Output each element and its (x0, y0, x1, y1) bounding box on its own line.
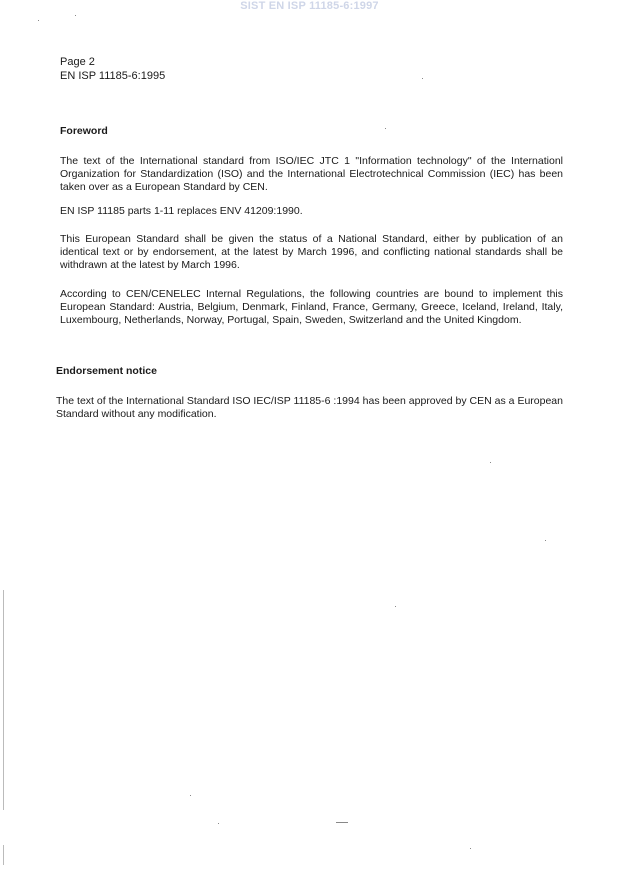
scan-speck (38, 20, 39, 21)
scan-speck (190, 795, 191, 796)
scan-speck (545, 540, 546, 541)
foreword-paragraph-4: According to CEN/CENELEC Internal Regulations, the following countries are bound to implement this European Standard: Austria, Belgium, Denmark, Finland, France, Germany, Greece, Iceland, Ireland, Italy, Luxembourg, Netherlands, Norway, Portugal, Spain, Sweden, Switzerland and the United Kingdom. (60, 288, 563, 326)
foreword-paragraph-2: EN ISP 11185 parts 1-11 replaces ENV 41209:1990. (60, 205, 303, 217)
page-number: Page 2 (60, 56, 95, 68)
scan-speck (470, 848, 471, 849)
endorsement-heading: Endorsement notice (56, 365, 157, 377)
scan-margin-line (3, 845, 4, 865)
scan-speck (336, 822, 348, 823)
scan-speck (218, 823, 219, 824)
watermark-text: SIST EN ISP 11185-6:1997 (240, 0, 379, 12)
standard-id: EN ISP 11185-6:1995 (60, 70, 166, 82)
scan-speck (75, 15, 76, 16)
scan-speck (490, 462, 491, 463)
scan-speck (385, 128, 386, 129)
scan-speck (422, 78, 423, 79)
page-header (60, 55, 165, 83)
foreword-paragraph-1: The text of the International standard from ISO/IEC JTC 1 "Information technology" of the Internationl Organization for Standardization (ISO) and the International Electrotechnical Commission (IEC) has been taken over as a European Standard by CEN. (60, 155, 563, 193)
scan-speck (395, 606, 396, 607)
scan-margin-line (3, 590, 4, 810)
foreword-paragraph-3: This European Standard shall be given the status of a National Standard, either by publication of an identical text or by endorsement, at the latest by March 1996, and conflicting national standards shall be withdrawn at the latest by March 1996. (60, 233, 563, 271)
endorsement-paragraph: The text of the International Standard ISO IEC/ISP 11185-6 :1994 has been approved by CEN as a European Standard without any modification. (56, 395, 563, 420)
foreword-heading: Foreword (60, 125, 108, 137)
